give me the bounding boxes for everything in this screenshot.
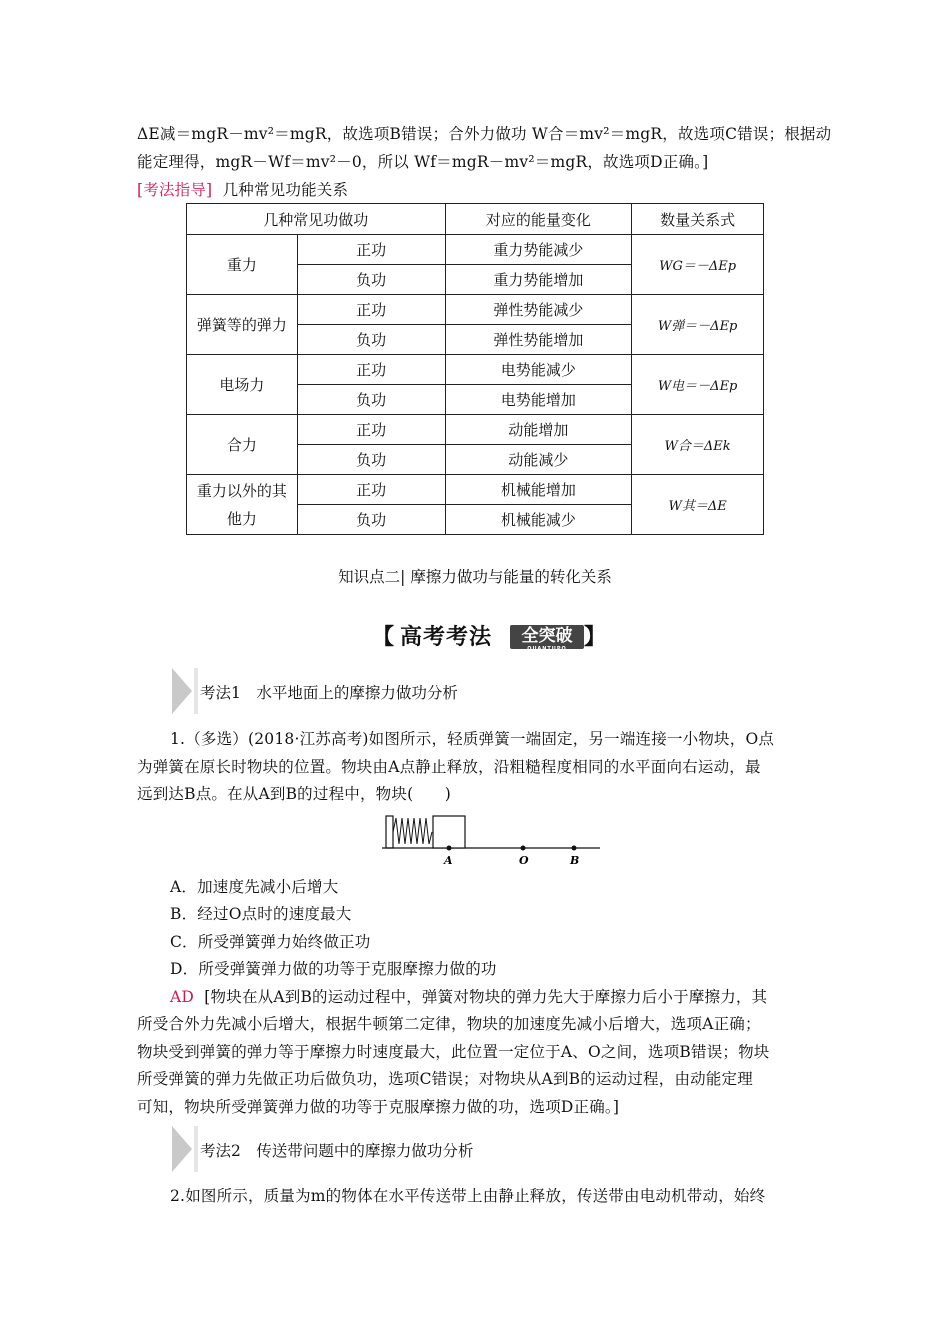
option-c: C．所受弹簧弹力始终做正功 <box>170 933 371 951</box>
q1-line-1: 1.（多选）(2018·江苏高考)如图所示，轻质弹簧一端固定，另一端连接一小物块，O点 <box>170 730 775 748</box>
force-cell: 电场力 <box>187 355 298 415</box>
q1-explain-2: 所受合外力先减小后增大，根据牛顿第二定律，物块的加速度先减小后增大，选项A正确； <box>137 1015 761 1033</box>
energy-change-cell: 动能减少 <box>445 445 632 475</box>
energy-change-cell: 电势能增加 <box>445 385 632 415</box>
q1-line-3: 远到达B点。在从A到B的过程中，物块( ) <box>137 785 451 803</box>
energy-change-cell: 重力势能增加 <box>445 265 632 295</box>
table-header-row <box>187 204 764 235</box>
positive-work-cell: 正功 <box>297 415 445 445</box>
point-b-dot <box>572 846 577 851</box>
formula-cell: W其＝ΔE <box>632 475 764 535</box>
negative-work-cell: 负功 <box>297 445 445 475</box>
banner-text: 高考考法 <box>400 625 493 650</box>
gaokao-banner <box>372 620 608 658</box>
negative-work-cell: 负功 <box>297 385 445 415</box>
formula-cell: W电＝－ΔEp <box>632 355 764 415</box>
spring-block-figure <box>378 810 604 868</box>
energy-change-cell: 弹性势能增加 <box>445 325 632 355</box>
table-row <box>187 235 764 265</box>
header-work: 几种常见功做功 <box>187 204 446 235</box>
q1-explain-3: 物块受到弹簧的弹力等于摩擦力时速度最大，此位置一定位于A、O之间，选项B错误；物块 <box>137 1043 770 1061</box>
negative-work-cell: 负功 <box>297 505 445 535</box>
method-guide <box>137 178 348 200</box>
marker-rule <box>194 1126 198 1172</box>
section-title: 知识点二| 摩擦力做功与能量的转化关系 <box>338 568 612 586</box>
positive-work-cell: 正功 <box>297 295 445 325</box>
kaofa-1-label: 考法1 水平地面上的摩擦力做功分析 <box>200 684 458 702</box>
kaofa-2-heading <box>172 1126 772 1172</box>
q1-answer: AD <box>170 988 195 1006</box>
energy-change-cell: 动能增加 <box>445 415 632 445</box>
formula-cell: W合＝ΔEk <box>632 415 764 475</box>
banner-box-small: QUANTUPO <box>527 646 567 652</box>
q1-explain-line-1 <box>170 985 767 1007</box>
banner-left-bracket: 【 <box>372 625 395 650</box>
q2-line-1: 2.如图所示，质量为m的物体在水平传送带上由静止释放，传送带由电动机带动，始终 <box>170 1187 766 1205</box>
energy-change-cell: 机械能减少 <box>445 505 632 535</box>
q1-explain-4: 所受弹簧的弹力先做正功后做负功，选项C错误；对物块从A到B的运动过程，由动能定理 <box>137 1070 753 1088</box>
option-b: B．经过O点时的速度最大 <box>170 905 352 923</box>
option-a: A．加速度先减小后增大 <box>170 878 339 896</box>
kaofa-2-label: 考法2 传送带问题中的摩擦力做功分析 <box>200 1142 474 1160</box>
energy-relations-table <box>186 203 764 535</box>
method-guide-title: 几种常见功能关系 <box>222 181 349 199</box>
force-cell: 重力以外的其他力 <box>187 475 298 535</box>
negative-work-cell: 负功 <box>297 325 445 355</box>
triangle-marker-icon <box>172 1126 192 1172</box>
negative-work-cell: 负功 <box>297 265 445 295</box>
point-a-dot <box>447 846 452 851</box>
energy-change-cell: 机械能增加 <box>445 475 632 505</box>
label-b: B <box>570 854 580 867</box>
banner-right-bracket: 】 <box>584 625 607 650</box>
energy-change-cell: 重力势能减少 <box>445 235 632 265</box>
intro-line-1: ΔE减＝mgR－mv²＝mgR，故选项B错误；合外力做功 W合＝mv²＝mgR，故选项C错误；根据动 <box>137 125 832 143</box>
formula-cell: WG＝－ΔEp <box>632 235 764 295</box>
kaofa-1-heading <box>172 668 772 714</box>
triangle-marker-icon <box>172 668 192 714</box>
label-a: A <box>444 854 453 867</box>
spring-icon <box>393 818 432 844</box>
block-icon <box>433 816 465 848</box>
header-energy-change: 对应的能量变化 <box>445 204 632 235</box>
banner-box <box>510 625 584 652</box>
method-guide-tag: [考法指导] <box>137 181 213 199</box>
intro-line-2: 能定理得，mgR－Wf＝mv²－0，所以 Wf＝mgR－mv²＝mgR，故选项D正确。] <box>137 153 709 171</box>
table-row <box>187 355 764 385</box>
marker-rule <box>194 668 198 714</box>
option-d: D．所受弹簧弹力做的功等于克服摩擦力做的功 <box>170 960 497 978</box>
table-row <box>187 475 764 505</box>
energy-change-cell: 弹性势能减少 <box>445 295 632 325</box>
positive-work-cell: 正功 <box>297 475 445 505</box>
force-cell: 合力 <box>187 415 298 475</box>
table-row <box>187 415 764 445</box>
energy-change-cell: 电势能减少 <box>445 355 632 385</box>
positive-work-cell: 正功 <box>297 355 445 385</box>
formula-cell: W弹＝－ΔEp <box>632 295 764 355</box>
positive-work-cell: 正功 <box>297 235 445 265</box>
q1-line-2: 为弹簧在原长时物块的位置。物块由A点静止释放，沿粗糙程度相同的水平面向右运动，最 <box>137 758 761 776</box>
banner-box-text: 全突破 <box>521 626 573 646</box>
force-cell: 弹簧等的弹力 <box>187 295 298 355</box>
header-relation: 数量关系式 <box>632 204 764 235</box>
wall-icon <box>386 816 393 848</box>
force-cell: 重力 <box>187 235 298 295</box>
table-row <box>187 295 764 325</box>
q1-explain-5: 可知，物块所受弹簧弹力做的功等于克服摩擦力做的功，选项D正确。] <box>137 1098 620 1116</box>
q1-explain-1: [物块在从A到B的运动过程中，弹簧对物块的弹力先大于摩擦力后小于摩擦力，其 <box>204 988 768 1006</box>
point-o-dot <box>521 846 526 851</box>
label-o: O <box>519 854 529 867</box>
